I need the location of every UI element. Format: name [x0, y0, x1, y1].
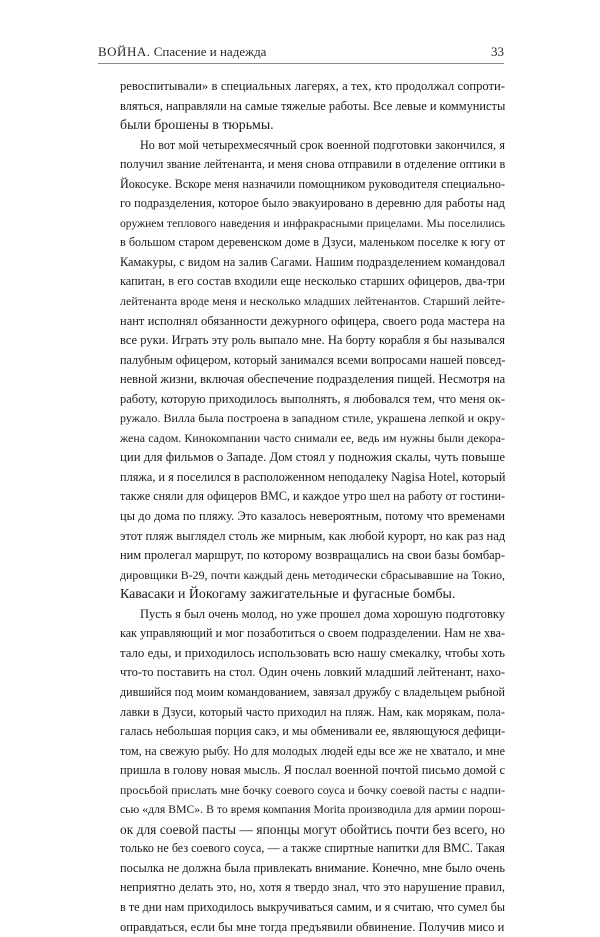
text-line: жена садом. Кинокомпании часто снимали ее, ведь им нужны были декора- — [120, 430, 505, 445]
text-line: дировщики B-29, почти каждый день методически сбрасывавшие на Токио, — [120, 567, 505, 582]
text-line: Пусть я был очень молод, но уже прошел дома хорошую подготовку — [140, 606, 505, 621]
text-line: получил звание лейтенанта, и меня снова отправили в отделение оптики в — [120, 157, 505, 172]
text-line: в большом старом деревенском доме в Дзуси, маленьком поселке к югу от — [120, 235, 505, 250]
text-line: невной жизни, включая обеспечение подразделения пищей. Несмотря на — [120, 372, 505, 387]
text-line: оружием теплового наведения и инфракрасными прицелами. Мы поселились — [120, 216, 505, 230]
text-line: том, на свежую рыбу. Но для молодых людей еды все же не хватало, и мне — [120, 743, 505, 758]
text-line: сью «для ВМС». В то время компания Morita производила для армии порош- — [120, 803, 505, 817]
text-line: как управляющий и мог позаботиться о своем подразделении. Нам не хва- — [120, 626, 505, 641]
text-line: только не без соевого соуса, — а также спиртные напитки для ВМС. Такая — [120, 841, 505, 856]
text-line: Но вот мой четырехмесячный срок военной подготовки закончился, я — [140, 137, 505, 152]
text-line: пришла в голову новая мысль. Я послал военной почтой письмо домой с — [120, 763, 505, 778]
paragraph — [120, 77, 505, 136]
text-line: посылка не должна была привлекать внимание. Конечно, мне было очень — [120, 860, 505, 875]
text-line: неприятно делать это, но, хотя я твердо знал, что это нарушение правил, — [120, 880, 505, 895]
chapter-title-rest: Спасение и надежда — [150, 44, 267, 59]
text-line: тало еды, и приходилось использовать всю нашу смекалку, чтобы хоть — [120, 645, 505, 660]
running-header — [98, 40, 504, 60]
text-line: капитан, в его состав входили еще несколько старших офицеров, два-три — [120, 274, 505, 289]
paragraph — [120, 605, 505, 937]
text-line: Кавасаки и Йокогаму зажигательные и фугасные бомбы. — [120, 587, 456, 603]
text-line: что-то поставить на стол. Один очень ловкий младший лейтенант, нахо- — [120, 665, 505, 680]
text-line: ним пролегал маршрут, по которому возвращались на свои базы бомбар- — [120, 548, 505, 563]
text-line: этот пляж выглядел столь же мирным, как любой курорт, но как раз над — [120, 528, 505, 543]
text-line: в те дни нам приходилось выкручиваться самим, и я считаю, что сумел бы — [120, 899, 505, 914]
text-line: оправдаться, если бы мне тогда предъявили обвинение. Получив мисо и — [120, 919, 505, 934]
text-line: ревоспитывали» в специальных лагерях, а тех, кто продолжал сопроти- — [120, 79, 505, 93]
text-line: вляться, направляли на самые тяжелые работы. Все левые и коммунисты — [120, 98, 505, 113]
chapter-title-caps: ВОЙНА. — [98, 44, 151, 59]
text-line: также сняли для офицеров ВМС, и каждое утро шел на работу от гостини- — [120, 489, 505, 504]
text-line: все руки. Играть эту роль выпало мне. На борту корабля я бы назывался — [120, 333, 505, 348]
text-line: нант исполнял обязанности дежурного офицера, своего рода мастера на — [120, 313, 505, 328]
header-divider — [98, 63, 504, 64]
paragraph — [120, 136, 505, 605]
text-line: Камакуры, с видом на залив Сагами. Нашим подразделением командовал — [120, 254, 505, 269]
text-line: пляжа, и я поселился в расположенном неподалеку Nagisa Hotel, который — [120, 469, 505, 484]
text-line: палубным офицером, который занимался всеми вопросами нашей повсед- — [120, 352, 505, 367]
text-line: цы до дома по пляжу. Это казалось невероятным, потому что временами — [120, 509, 505, 524]
text-line: ок для соевой пасты — японцы могут обойтись почти без всего, но — [120, 821, 505, 837]
text-line: были брошены в тюрьмы. — [120, 118, 274, 134]
text-line: Йокосуке. Вскоре меня назначили помощником руководителя специально- — [120, 176, 505, 191]
text-line: лейтенанта вроде меня и несколько младших лейтенантов. Старший лейте- — [120, 294, 505, 309]
text-line: ции для фильмов о Западе. Дом стоял у подножия скалы, чуть повыше — [120, 450, 505, 465]
text-line: го подразделения, которое было эвакуировано в деревню для работы над — [120, 196, 505, 211]
body-text — [120, 77, 505, 937]
text-line: ружало. Вилла была построена в западном стиле, украшена лепкой и окру- — [120, 411, 505, 426]
text-line: лавки в Дзуси, который часто приходил на пляж. Нам, как морякам, пола- — [120, 704, 505, 719]
text-line: работу, которую приходилось выполнять, я любовался тем, что меня ок- — [120, 391, 505, 406]
text-line: просьбой прислать мне бочку соевого соуса и бочку соевой пасты с надпи- — [120, 782, 505, 797]
page-number: 33 — [491, 44, 504, 59]
chapter-title — [98, 44, 266, 60]
text-line: дившийся под моим командованием, завязал дружбу с владельцем рыбной — [120, 684, 505, 699]
text-line: галась небольшая порция сакэ, и мы обменивали ее, являющуюся дефици- — [120, 724, 505, 739]
